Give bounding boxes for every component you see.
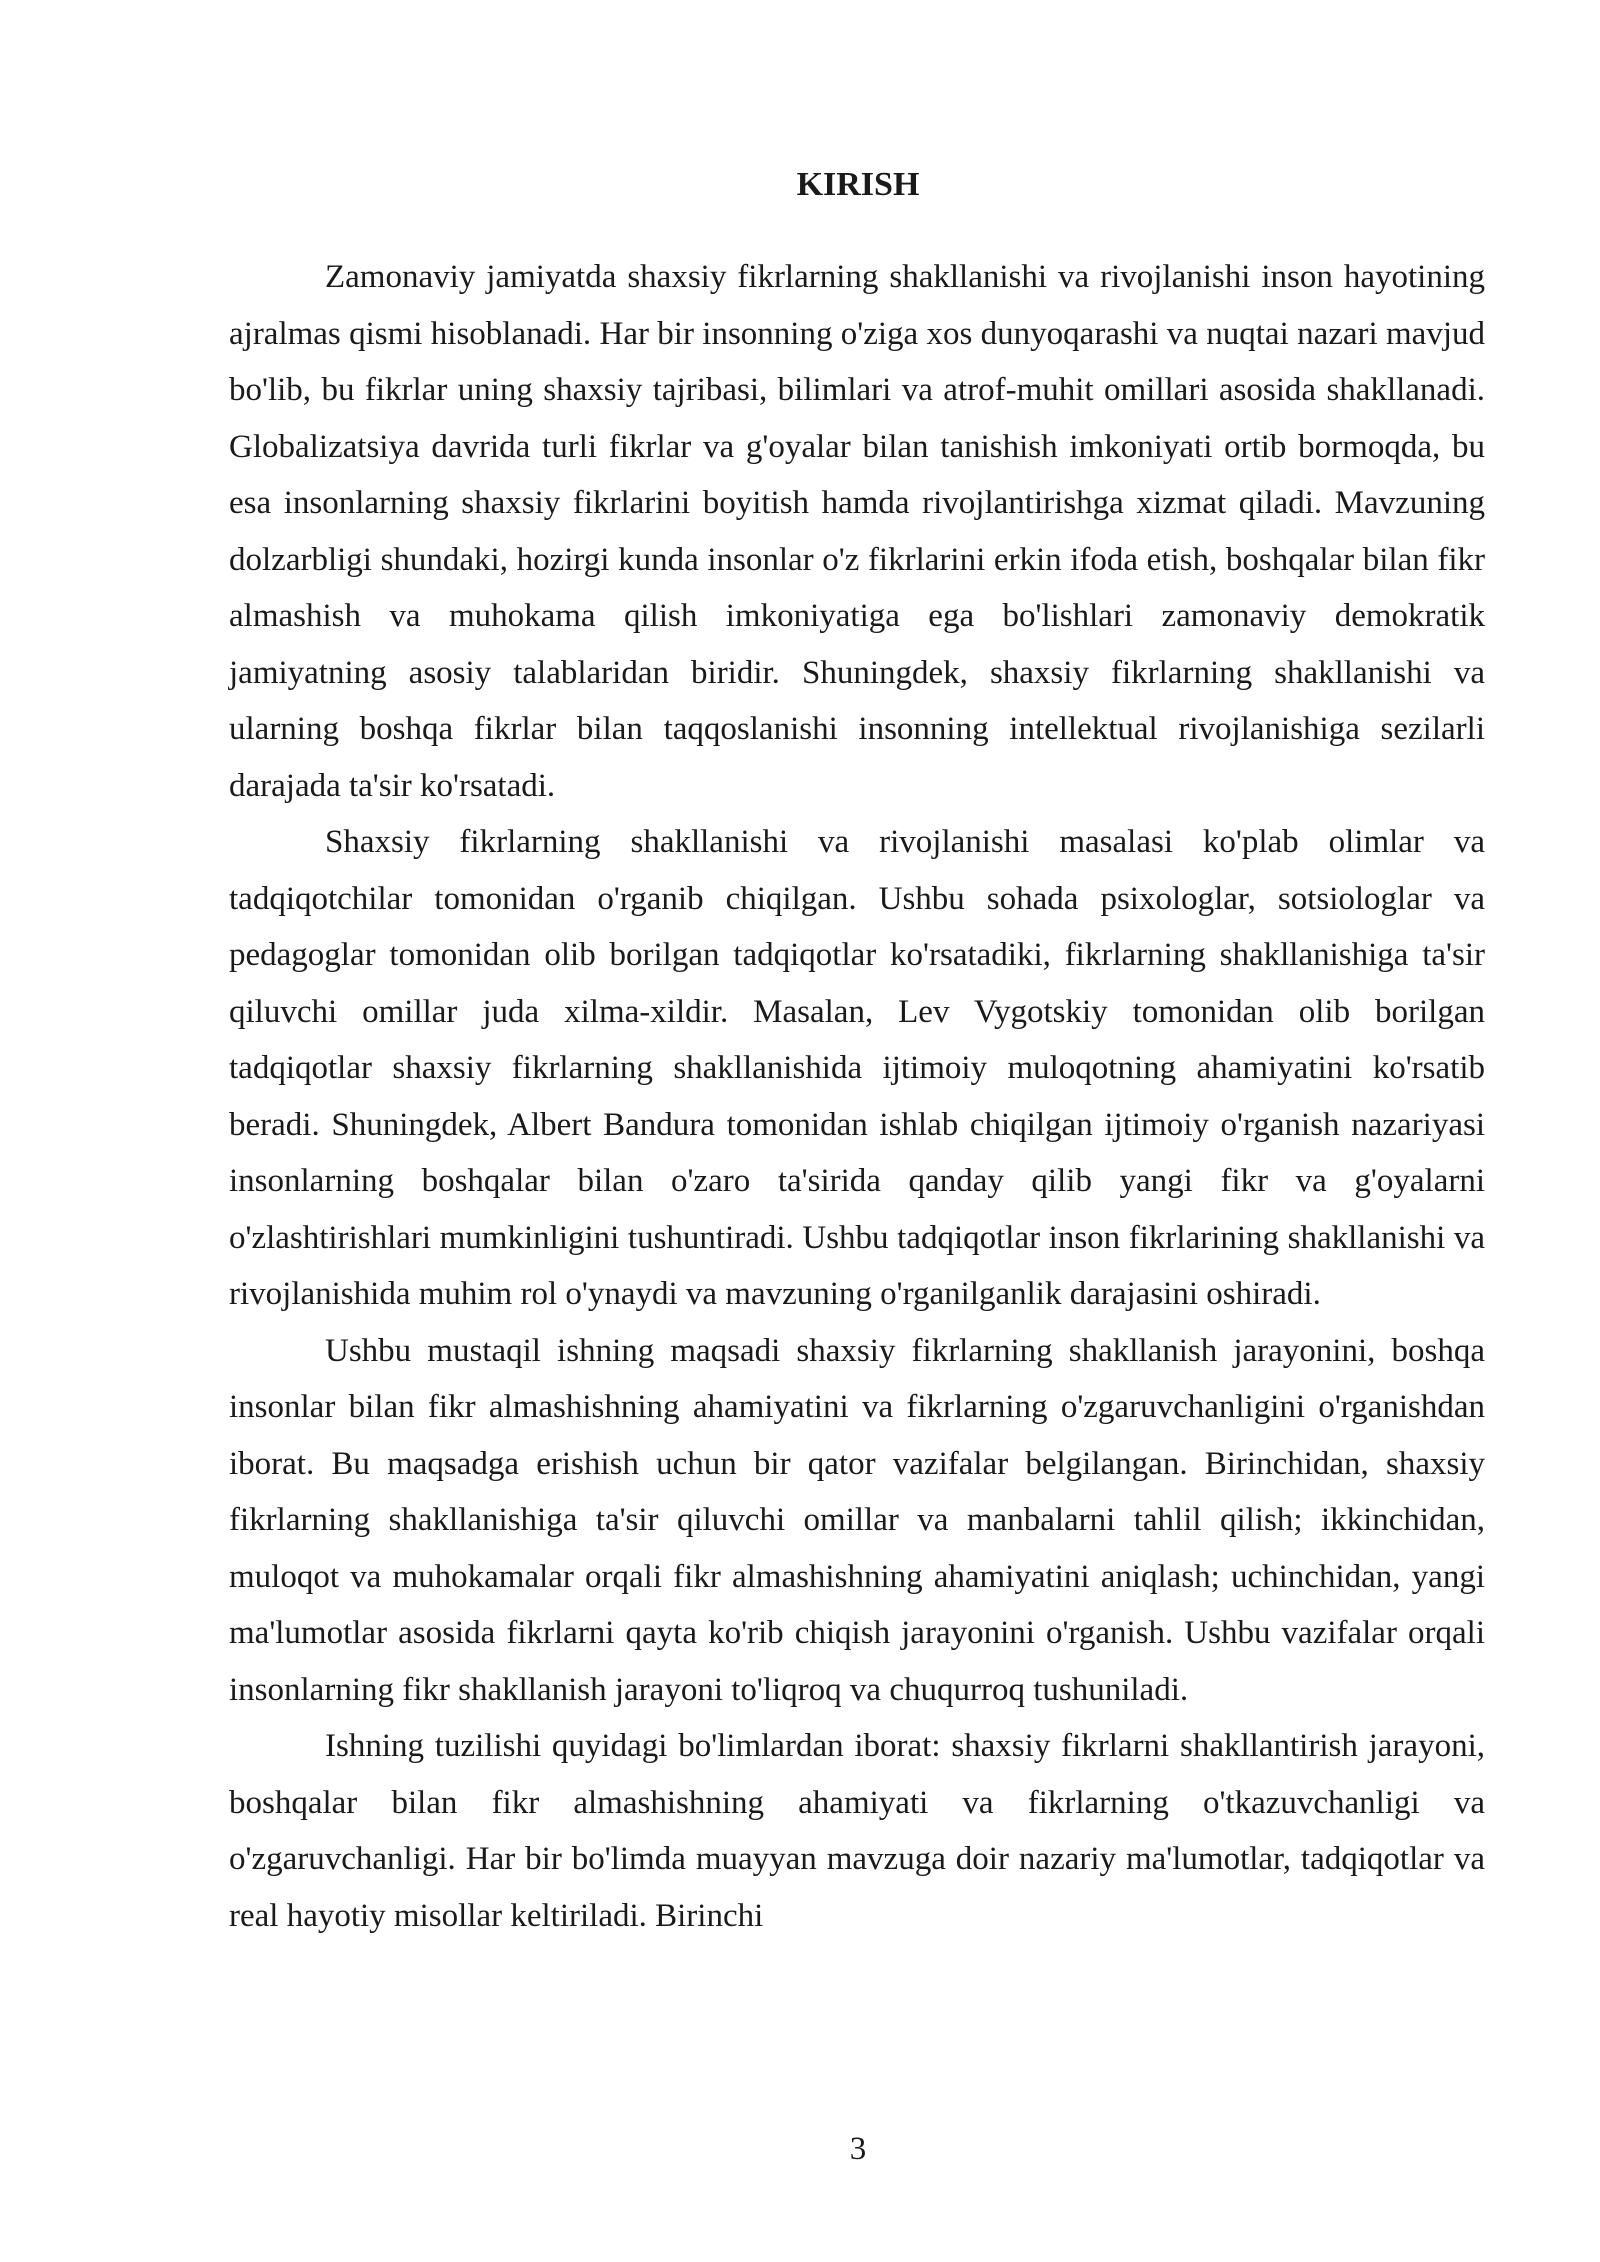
- paragraph-1: Zamonaviy jamiyatda shaxsiy fikrlarning shakllanishi va rivojlanishi inson hayotining ajralmas qismi hisoblanadi. Har bir insonning o'ziga xos dunyoqarashi va nuqtai nazari mavjud bo'lib, bu fikrlar uning shaxsiy tajribasi, bilimlari va atrof-muhit omillari asosida shakllanadi. Globalizatsiya davrida turli fikrlar va g'oyalar bilan tanishish imkoniyati ortib bormoqda, bu esa insonlarning shaxsiy fikrlarini boyitish hamda rivojlantirishga xizmat qiladi. Mavzuning dolzarbligi shundaki, hozirgi kunda insonlar o'z fikrlarini erkin ifoda etish, boshqalar bilan fikr almashish va muhokama qilish imkoniyatiga ega bo'lishlari zamonaviy demokratik jamiyatning asosiy talablaridan biridir. Shuningdek, shaxsiy fikrlarning shakllanishi va ularning boshqa fikrlar bilan taqqoslanishi insonning intellektual rivojlanishiga sezilarli darajada ta'sir ko'rsatadi.: [229, 259, 1485, 804]
- document-body: [229, 249, 1485, 1944]
- paragraph-2: Shaxsiy fikrlarning shakllanishi va rivojlanishi masalasi ko'plab olimlar va tadqiqotchilar tomonidan o'rganib chiqilgan. Ushbu sohada psixologlar, sotsiologlar va pedagoglar tomonidan olib borilgan tadqiqotlar ko'rsatadiki, fikrlarning shakllanishiga ta'sir qiluvchi omillar juda xilma-xildir. Masalan, Lev Vygotskiy tomonidan olib borilgan tadqiqotlar shaxsiy fikrlarning shakllanishida ijtimoiy muloqotning ahamiyatini ko'rsatib beradi. Shuningdek, Albert Bandura tomonidan ishlab chiqilgan ijtimoiy o'rganish nazariyasi insonlarning boshqalar bilan o'zaro ta'sirida qanday qilib yangi fikr va g'oyalarni o'zlashtirishlari mumkinligini tushuntiradi. Ushbu tadqiqotlar inson fikrlarining shakllanishi va rivojlanishida muhim rol o'ynaydi va mavzuning o'rganilganlik darajasini oshiradi.: [229, 824, 1485, 1312]
- page-number: 3: [849, 2131, 867, 2167]
- paragraph-3: Ushbu mustaqil ishning maqsadi shaxsiy fikrlarning shakllanish jarayonini, boshqa insonlar bilan fikr almashishning ahamiyatini va fikrlarning o'zgaruvchanligini o'rganishdan iborat. Bu maqsadga erishish uchun bir qator vazifalar belgilangan. Birinchidan, shaxsiy fikrlarning shakllanishiga ta'sir qiluvchi omillar va manbalarni tahlil qilish; ikkinchidan, muloqot va muhokamalar orqali fikr almashishning ahamiyatini aniqlash; uchinchidan, yangi ma'lumotlar asosida fikrlarni qayta ko'rib chiqish jarayonini o'rganish. Ushbu vazifalar orqali insonlarning fikr shakllanish jarayoni to'liqroq va chuqurroq tushuniladi.: [229, 1332, 1485, 1708]
- paragraph-4: Ishning tuzilishi quyidagi bo'limlardan iborat: shaxsiy fikrlarni shakllantirish jarayoni, boshqalar bilan fikr almashishning ahamiyati va fikrlarning o'tkazuvchanligi va o'zgaruvchanligi. Har bir bo'limda muayyan mavzuga doir nazariy ma'lumotlar, tadqiqotlar va real hayotiy misollar keltiriladi. Birinchi: [229, 1728, 1485, 1934]
- page-title: KIRISH: [796, 166, 920, 203]
